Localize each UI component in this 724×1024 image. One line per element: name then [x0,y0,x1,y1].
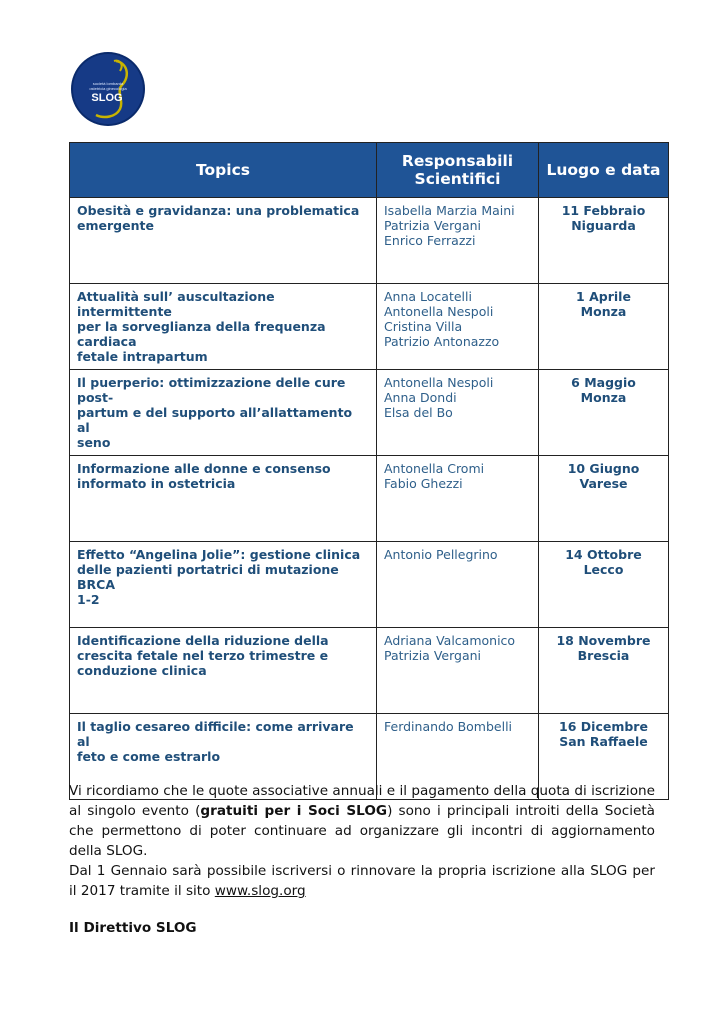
responsabile-name: Adriana Valcamonico [384,633,516,648]
responsabile-name: Fabio Ghezzi [384,476,463,491]
topic-cell [70,628,377,714]
responsabili-cell [377,456,539,542]
event-place: Monza [580,304,627,319]
luogo-data-cell [539,198,669,284]
membership-text-a: Vi ricordiamo che le quote associative annuali e il pagamento della quota di iscrizione al singolo evento ( [69,783,655,819]
header-topics: Topics [70,143,377,198]
table-row [70,198,669,284]
renewal-text: Dal 1 Gennaio sarà possibile iscriversi o rinnovare la propria iscrizione alla SLOG per il 2017 tramite il sito [69,863,655,899]
topic-cell [70,542,377,628]
event-place: Varese [579,476,628,491]
luogo-data-cell [539,370,669,456]
luogo-data-cell [539,628,669,714]
responsabile-name: Isabella Marzia Maini [384,203,515,218]
table-row [70,370,669,456]
svg-text:ostetricia ginecologia: ostetricia ginecologia [89,86,127,91]
responsabile-name: Antonella Nespoli [384,304,494,319]
table-row [70,456,669,542]
topic-cell [70,284,377,370]
header-responsabili-line: Responsabili [401,152,514,170]
event-date: 11 Febbraio [561,203,646,218]
topic-line: feto e come estrarlo [77,749,221,764]
responsabile-name: Patrizia Vergani [384,218,481,233]
event-date: 16 Dicembre [559,719,648,734]
topic-line: informato in ostetricia [77,476,236,491]
body-text [69,781,655,901]
event-place: Brescia [577,648,630,663]
responsabile-name: Antonella Cromi [384,461,485,476]
topic-cell [70,370,377,456]
responsabile-name: Anna Dondi [384,390,457,405]
responsabili-cell [377,198,539,284]
event-place: Lecco [583,562,624,577]
topic-line: Il taglio cesareo difficile: come arrivare al [77,719,354,749]
event-date: 10 Giugno [567,461,640,476]
topic-line: emergente [77,218,154,233]
luogo-data-cell [539,284,669,370]
event-place: San Raffaele [559,734,648,749]
topic-line: Identificazione della riduzione della [77,633,329,648]
svg-text:SLOG: SLOG [91,92,123,104]
responsabili-cell [377,284,539,370]
topic-line: crescita fetale nel terzo trimestre e [77,648,329,663]
responsabile-name: Cristina Villa [384,319,463,334]
topic-cell [70,198,377,284]
membership-text-b: ) sono i principali introiti della Società che permettono di poter continuare ad organizzare gli incontri di aggiornamento della SLOG. [69,803,656,859]
responsabile-name: Ferdinando Bombelli [384,719,513,734]
responsabili-cell [377,370,539,456]
topic-line: delle pazienti portatrici di mutazione BRCA [77,562,339,592]
responsabile-name: Patrizio Antonazzo [384,334,500,349]
event-place: Monza [580,390,627,405]
signature: Il Direttivo SLOG [69,920,197,936]
topic-line: Effetto “Angelina Jolie”: gestione clinica [77,547,361,562]
slog-logo [70,51,146,127]
event-date: 14 Ottobre [565,547,642,562]
responsabile-name: Anna Locatelli [384,289,472,304]
responsabili-cell [377,628,539,714]
svg-text:società lombarda: società lombarda [92,81,124,86]
topic-line: per la sorveglianza della frequenza cardiaca [77,319,326,349]
responsabile-name: Antonio Pellegrino [384,547,498,562]
website-link[interactable]: www.slog.org [214,883,306,899]
topic-line: Il puerperio: ottimizzazione delle cure post- [77,375,346,405]
topic-line: Informazione alle donne e consenso [77,461,331,476]
topic-line: Obesità e gravidanza: una problematica [77,203,360,218]
table-header-row [70,143,669,198]
responsabile-name: Elsa del Bo [384,405,453,420]
topic-line: seno [77,435,111,450]
responsabile-name: Enrico Ferrazzi [384,233,476,248]
event-date: 6 Maggio [571,375,636,390]
responsabile-name: Patrizia Vergani [384,648,481,663]
header-luogo-data: Luogo e data [539,143,669,198]
table-row [70,284,669,370]
event-place: Niguarda [571,218,636,233]
luogo-data-cell [539,456,669,542]
membership-bold: gratuiti per i Soci SLOG [200,803,388,819]
topic-line: partum e del supporto all’allattamento al [77,405,353,435]
membership-paragraph [69,781,655,861]
renewal-paragraph [69,861,655,901]
topic-line: conduzione clinica [77,663,207,678]
table-row [70,628,669,714]
topic-line: fetale intrapartum [77,349,208,364]
header-responsabili-line: Scientifici [414,170,501,188]
responsabile-name: Antonella Nespoli [384,375,494,390]
header-responsabili [377,143,539,198]
topic-line: 1-2 [77,592,100,607]
topic-line: Attualità sull’ auscultazione intermittente [77,289,275,319]
topic-cell [70,456,377,542]
event-date: 1 Aprile [576,289,631,304]
luogo-data-cell [539,542,669,628]
event-date: 18 Novembre [556,633,651,648]
table-row [70,542,669,628]
events-table [69,142,669,800]
responsabili-cell [377,542,539,628]
